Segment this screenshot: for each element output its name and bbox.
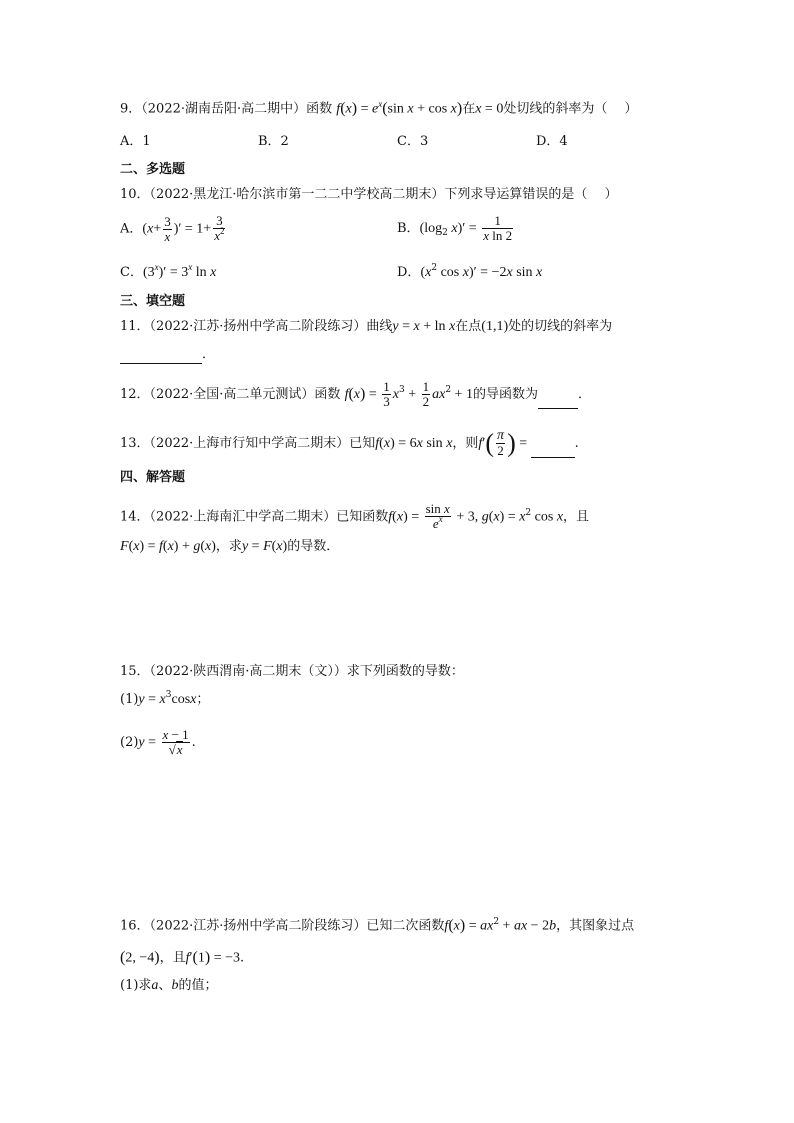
question-14: 14．（2022·上海南汇中学高二期末）已知函数f(x) = $\frac{\text{sin x}}{e^x}$ + 3, $g(x) = x^2$ cos x，且 [120,501,590,531]
question-number: 14． [120,509,150,525]
question-number: 16． [120,918,150,934]
section-fill-in: 三、填空题 [120,294,186,309]
option-a[interactable]: A．(x+ $\frac{3}{x}$ )′ = 1+ $\frac{3}{x^2}$ [120,213,225,244]
answer-line-11: ． [120,346,215,364]
question-source: （2022·黑龙江·哈尔滨市第一二二中学校高二期末） [149,187,445,202]
question-source: （2022·江苏·扬州中学高二阶段练习） [149,319,367,334]
answer-blank[interactable] [120,349,202,364]
question-source: （2022·江苏·扬州中学高二阶段练习） [149,918,367,934]
question-source: （2022·全国·高二单元测试） [149,387,315,402]
formula-fx: f [336,101,341,117]
option-b[interactable]: B．2 [258,134,289,149]
question-14-cont: F(x) = f(x) + g(x)，求y = F(x)的导数． [120,539,340,554]
question-source: （2022·上海南汇中学高二期末） [149,509,337,525]
question-15-part-1: $(1)y = x^3\cos x$； [120,690,210,707]
question-source: （2022·湖南岳阳·高二期中） [141,101,307,117]
question-15: 15．（2022·陕西渭南·高二期末（文））求下列函数的导数： [120,664,464,679]
question-10: 10．（2022·黑龙江·哈尔滨市第一二二中学校高二期末）下列求导运算错误的是（ ） [120,187,618,202]
question-15-part-2: (2)y = $\frac{x - 1}{√x}$ . [120,727,196,757]
question-number: 10． [120,187,150,202]
question-12: 12．（2022·全国·高二单元测试）函数 f(x) = $\frac{1}{3}$ $x^3$ + $\frac{1}{2}$ $ax^2 + 1$的导函数为 ． [120,379,591,409]
question-16: 16．（2022·江苏·扬州中学高二阶段练习）已知二次函数$f(x) = ax^2$ + ax − 2b，其图象过点 [120,916,635,934]
option-b[interactable]: B．($\log_2$ x)′ = $\frac{1}{\text{x ln 2}}$ [397,213,513,243]
question-source: （2022·陕西渭南·高二期末（文）） [149,664,347,679]
question-16-cont: (2, −4)，且f′(1) = −3. [120,949,245,966]
question-number: 12． [120,387,150,402]
section-multiple-choice: 二、多选题 [120,162,186,177]
option-d[interactable]: D．($x^2$ cos x)′ = −2x sin x [397,263,543,280]
question-13: 13．（2022·上海市行知中学高二期末）已知f(x) = 6x sin x，则f′( $\frac{\pi}{2}$ ) = . [120,428,579,458]
section-solution: 四、解答题 [120,470,186,485]
answer-blank[interactable] [531,443,575,458]
question-number: 13． [120,436,150,451]
question-number: 15． [120,664,150,679]
question-11: 11．（2022·江苏·扬州中学高二阶段练习）曲线y = x + ln x在点(1,1)处的切线的斜率为 [120,319,613,334]
question-number: 11． [120,319,150,334]
question-number: 9． [120,101,142,117]
option-c[interactable]: C．3 [397,134,429,149]
question-source: （2022·上海市行知中学高二期末） [149,436,350,451]
question-16-part-1: (1)求a、b的值； [120,978,218,993]
option-a[interactable]: A．1 [120,134,151,149]
answer-blank[interactable] [538,394,578,409]
question-9: 9．（2022·湖南岳阳·高二期中）函数 $f(x) = e^x(\sin$ x + cos x)在x = 0处切线的斜率为（ ） [120,98,638,117]
option-d[interactable]: D．4 [536,134,568,149]
option-c[interactable]: C．$(3^x)' = 3^x$ ln x [120,262,217,280]
